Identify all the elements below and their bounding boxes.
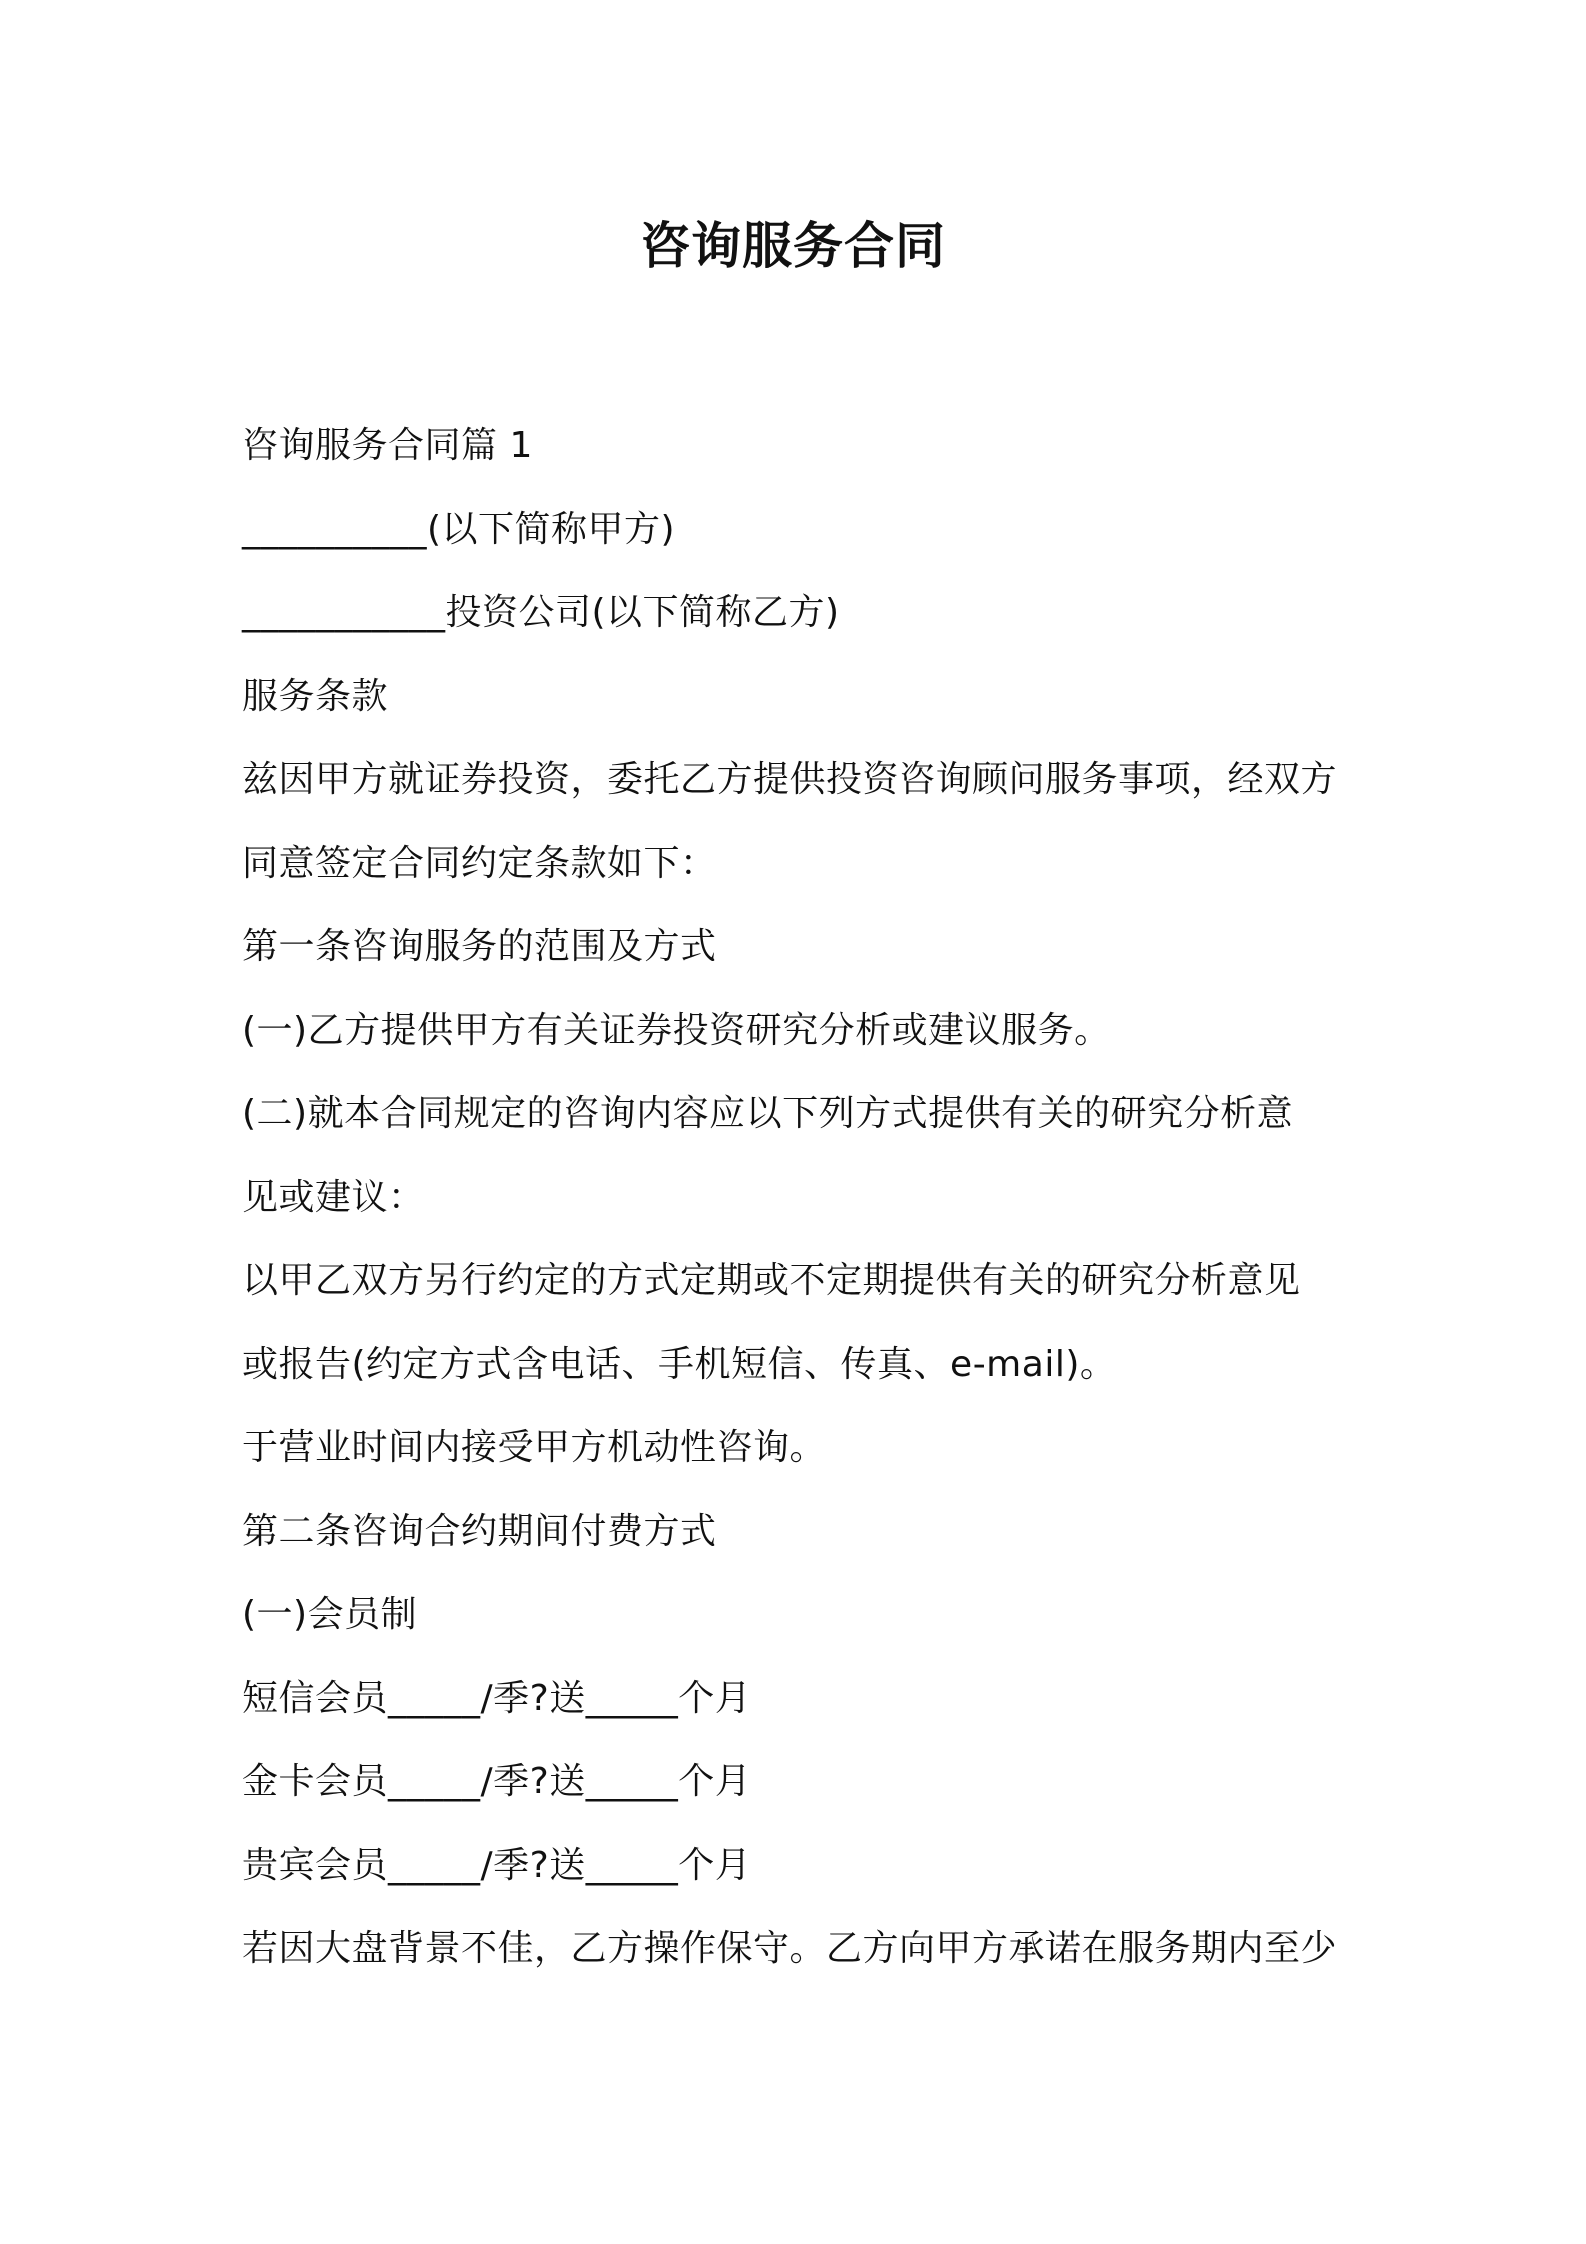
paragraph-line: 同意签定合同约定条款如下：	[242, 842, 717, 884]
paragraph-line: 或报告(约定方式含电话、手机短信、传真、e-mail)。	[242, 1343, 1117, 1385]
party-a-line: __________(以下简称甲方)	[242, 508, 676, 550]
paragraph-line: 兹因甲方就证券投资，委托乙方提供投资咨询顾问服务事项，经双方	[242, 759, 1338, 800]
paragraph-line: (二)就本合同规定的咨询内容应以下列方式提供有关的研究分析意	[242, 1093, 1294, 1134]
document-body	[242, 404, 1382, 1991]
gold-member-line: 金卡会员_____/季?送_____个月	[242, 1761, 752, 1802]
paragraph-line: 于营业时间内接受甲方机动性咨询。	[242, 1427, 827, 1468]
document-title: 咨询服务合同	[640, 217, 946, 275]
membership-heading: (一)会员制	[242, 1594, 418, 1635]
sms-member-line: 短信会员_____/季?送_____个月	[242, 1677, 752, 1719]
paragraph-line: 若因大盘背景不佳，乙方操作保守。乙方向甲方承诺在服务期内至少	[242, 1928, 1338, 1969]
vip-member-line: 贵宾会员_____/季?送_____个月	[242, 1844, 752, 1886]
article-2-heading: 第二条咨询合约期间付费方式	[242, 1510, 717, 1552]
service-terms-heading: 服务条款	[242, 675, 389, 717]
paragraph-line: 以甲乙双方另行约定的方式定期或不定期提供有关的研究分析意见	[242, 1260, 1301, 1301]
section-heading-1: 咨询服务合同篇 1	[242, 425, 533, 466]
party-b-line: ___________投资公司(以下简称乙方)	[242, 592, 840, 633]
paragraph-line: 见或建议：	[242, 1176, 425, 1218]
paragraph-line: (一)乙方提供甲方有关证券投资研究分析或建议服务。	[242, 1009, 1111, 1051]
article-1-heading: 第一条咨询服务的范围及方式	[242, 926, 717, 967]
